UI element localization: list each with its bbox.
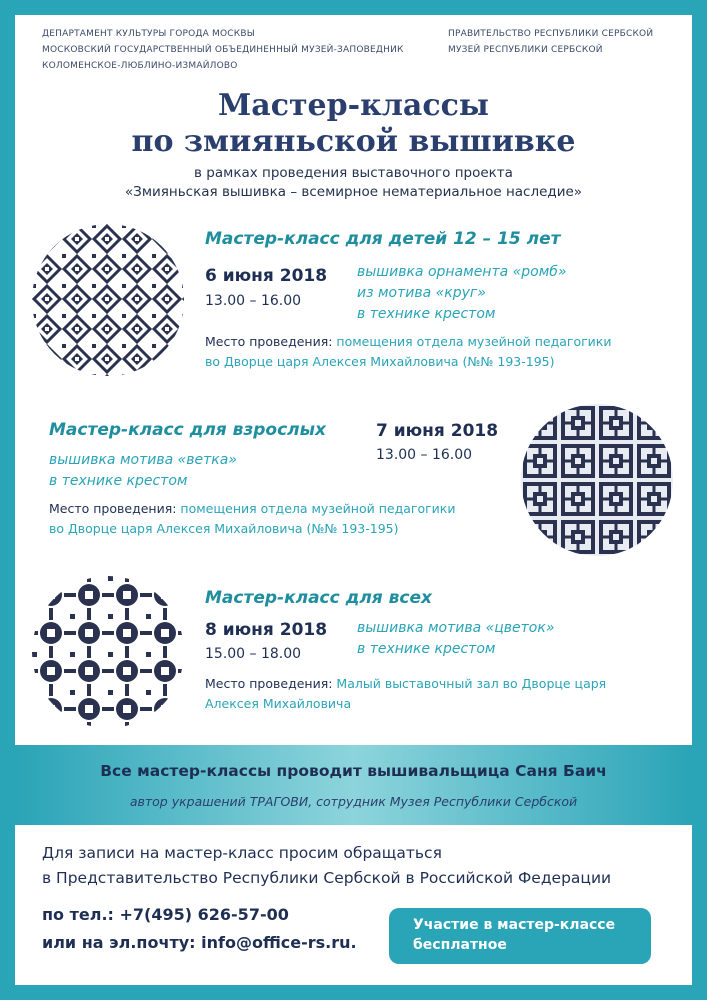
poster-subtitle [0,164,707,202]
venue-value: Малый выставочный зал во Дворце царя [336,676,607,691]
venue-label: Место проведения: [205,676,333,691]
description-line: в технике крестом [49,473,188,489]
embroidery-branch-motif-icon [521,404,673,556]
description-line: в технике крестом [357,306,496,322]
venue-value: во Дворце царя Алексея Михайловича (№№ 193-195) [49,521,399,536]
class-description [357,262,567,325]
class-time: 13.00 – 16.00 [205,293,302,309]
class-heading: Мастер-класс для детей 12 – 15 лет [205,229,561,249]
header-line: ДЕПАРТАМЕНТ КУЛЬТУРЫ ГОРОДА МОСКВЫ [42,29,255,39]
venue-value: Алексея Михайловича [205,696,352,711]
subtitle-line: в рамках проведения выставочного проекта [194,165,513,181]
badge-line: бесплатное [413,937,507,953]
class-time: 13.00 – 16.00 [376,447,473,463]
embroidery-flower-motif-icon [32,576,184,728]
description-line: вышивка мотива «ветка» [49,452,237,468]
instructor-band [15,745,692,825]
class-venue [205,674,606,714]
venue-value: во Дворце царя Алексея Михайловича (№№ 193-195) [205,354,555,369]
class-date: 7 июня 2018 [376,421,499,441]
class-description [357,618,554,660]
header-line: КОЛОМЕНСКОЕ-ЛЮБЛИНО-ИЗМАЙЛОВО [42,61,238,71]
class-time: 15.00 – 18.00 [205,646,302,662]
title-line: по змияньской вышивке [131,124,576,159]
badge-line: Участие в мастер-классе [413,917,616,933]
venue-label: Место проведения: [49,501,177,516]
contact-line: Для записи на мастер-класс просим обращаться [42,844,442,862]
header-line: МУЗЕЙ РЕСПУБЛИКИ СЕРБСКОЙ [448,45,603,55]
header-line: МОСКОВСКИЙ ГОСУДАРСТВЕННЫЙ ОБЪЕДИНЕННЫЙ МУЗЕЙ-ЗАПОВЕДНИК [42,45,404,55]
class-heading: Мастер-класс для всех [205,588,432,608]
contact-line: в Представительство Республики Сербской в Российской Федерации [42,869,612,887]
title-line: Мастер-классы [218,88,489,123]
poster-title [0,88,707,160]
description-line: вышивка мотива «цветок» [357,620,555,636]
class-date: 6 июня 2018 [205,266,328,286]
venue-value: помещения отдела музейной педагогики [336,334,612,349]
description-line: вышивка орнамента «ромб» [357,264,567,280]
header-line: ПРАВИТЕЛЬСТВО РЕСПУБЛИКИ СЕРБСКОЙ [448,29,654,39]
free-participation-badge [389,908,651,964]
class-date: 8 июня 2018 [205,620,328,640]
description-line: из мотива «круг» [357,285,486,301]
header-organizers-left [42,26,404,74]
class-heading: Мастер-класс для взрослых [49,420,326,440]
class-venue [49,499,455,539]
class-venue [205,332,611,372]
embroidery-rhombus-motif-icon [32,224,184,376]
venue-label: Место проведения: [205,334,333,349]
registration-info [42,841,611,891]
header-organizers-right [448,26,653,58]
instructor-title: Все мастер-классы проводит вышивальщица Саня Баич [100,762,607,780]
frame-top [0,0,707,15]
venue-value: помещения отдела музейной педагогики [180,501,456,516]
contact-email: или на эл.почту: info@office-rs.ru. [42,933,357,952]
instructor-subtitle: автор украшений ТРАГОВИ, сотрудник Музея Республики Сербской [129,794,578,809]
contact-phone: по тел.: +7(495) 626-57-00 [42,905,289,924]
class-description [49,450,237,492]
subtitle-line: «Змияньская вышивка – всемирное нематериальное наследие» [124,184,583,200]
description-line: в технике крестом [357,641,496,657]
